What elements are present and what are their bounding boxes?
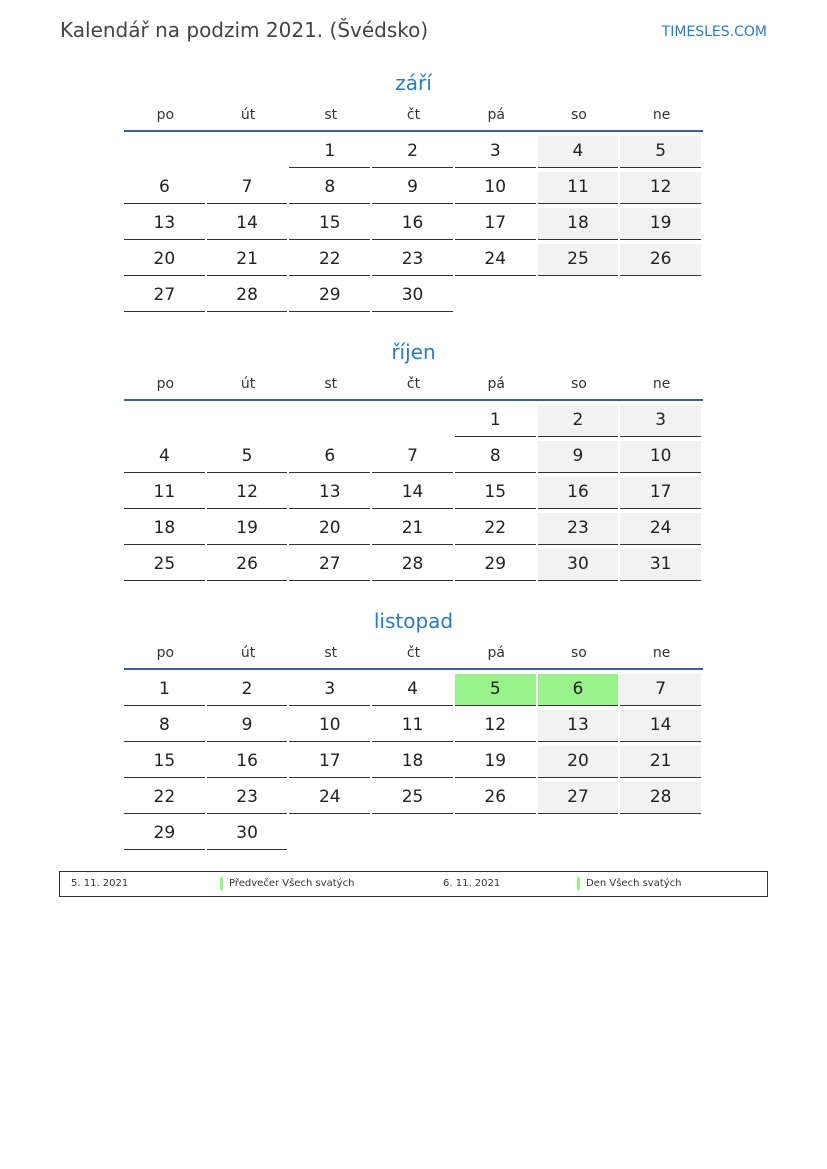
month-name: listopad <box>373 609 454 633</box>
legend-holiday-name: Den Všech svatých <box>586 878 682 889</box>
day-cell <box>455 746 538 782</box>
weekday-label: út <box>240 376 256 392</box>
day-cell <box>207 477 290 513</box>
day-cell <box>124 782 207 818</box>
day-number: 17 <box>620 477 701 509</box>
day-number: 23 <box>207 782 288 814</box>
day-number: 30 <box>538 549 619 581</box>
day-cell <box>620 208 703 244</box>
day-number: 5 <box>620 136 701 168</box>
day-number: 4 <box>538 136 619 168</box>
day-number: 22 <box>455 513 536 545</box>
day-number: 19 <box>620 208 701 240</box>
weekday-label: ne <box>652 645 671 661</box>
page-title: Kalendář na podzim 2021. (Švédsko) <box>60 18 429 42</box>
day-number: 15 <box>124 746 205 778</box>
week-row <box>124 513 703 549</box>
day-cell <box>620 477 703 513</box>
day-cell <box>124 280 207 316</box>
weekday-header <box>124 636 703 670</box>
day-cell <box>538 674 621 710</box>
day-cell <box>207 710 290 746</box>
day-number: 24 <box>455 244 536 276</box>
day-number: 19 <box>455 746 536 778</box>
empty-day-cell <box>455 280 538 316</box>
day-number: 28 <box>620 782 701 814</box>
weekday-label: st <box>324 376 338 392</box>
day-cell <box>538 441 621 477</box>
day-cell <box>289 477 372 513</box>
day-cell <box>538 244 621 280</box>
day-cell <box>620 441 703 477</box>
weekday-label: po <box>156 107 175 123</box>
month-calendar <box>124 337 703 585</box>
day-number: 4 <box>124 441 205 473</box>
day-number: 23 <box>372 244 453 276</box>
day-cell <box>289 549 372 585</box>
day-cell <box>124 674 207 710</box>
weekday-label: pá <box>487 107 505 123</box>
empty-day-cell <box>207 136 290 172</box>
day-number: 18 <box>538 208 619 240</box>
holiday-legend <box>59 871 768 897</box>
day-cell <box>620 244 703 280</box>
weekday-label: čt <box>406 645 421 661</box>
day-cell <box>538 782 621 818</box>
legend-color-marker <box>220 877 223 890</box>
day-number: 6 <box>289 441 370 473</box>
week-row <box>124 280 703 316</box>
brand-link[interactable]: TIMESLES.COM <box>661 24 767 40</box>
day-number: 2 <box>372 136 453 168</box>
weekday-label: po <box>156 376 175 392</box>
day-number: 29 <box>124 818 205 850</box>
week-row <box>124 477 703 513</box>
day-number: 24 <box>620 513 701 545</box>
day-cell <box>124 710 207 746</box>
day-cell <box>455 136 538 172</box>
day-number: 10 <box>455 172 536 204</box>
day-cell <box>620 710 703 746</box>
week-row <box>124 674 703 710</box>
weekday-label: ne <box>652 107 671 123</box>
day-cell <box>207 782 290 818</box>
day-number: 25 <box>372 782 453 814</box>
week-rows <box>124 132 703 316</box>
month-name: říjen <box>391 340 436 364</box>
weekday-label: st <box>324 107 338 123</box>
day-cell <box>124 208 207 244</box>
day-number: 7 <box>372 441 453 473</box>
empty-day-cell <box>289 818 372 854</box>
day-number: 9 <box>372 172 453 204</box>
week-row <box>124 782 703 818</box>
weekday-label: ne <box>652 376 671 392</box>
week-row <box>124 172 703 208</box>
empty-day-cell <box>289 405 372 441</box>
day-number: 21 <box>207 244 288 276</box>
day-number: 17 <box>289 746 370 778</box>
week-row <box>124 208 703 244</box>
weekday-header <box>124 98 703 132</box>
weekday-label: so <box>571 107 587 123</box>
day-number: 29 <box>289 280 370 312</box>
day-number: 11 <box>538 172 619 204</box>
day-cell <box>124 441 207 477</box>
week-row <box>124 405 703 441</box>
day-number: 9 <box>538 441 619 473</box>
week-row <box>124 818 703 854</box>
day-number: 26 <box>455 782 536 814</box>
day-cell <box>455 172 538 208</box>
day-cell <box>289 280 372 316</box>
week-row <box>124 136 703 172</box>
day-cell <box>289 172 372 208</box>
week-rows <box>124 401 703 585</box>
empty-day-cell <box>620 818 703 854</box>
day-cell <box>455 549 538 585</box>
day-number: 21 <box>620 746 701 778</box>
month-calendar <box>124 68 703 316</box>
weekday-label: čt <box>406 107 421 123</box>
day-number: 14 <box>207 208 288 240</box>
day-cell <box>372 674 455 710</box>
day-number: 30 <box>372 280 453 312</box>
day-cell <box>207 441 290 477</box>
day-number: 10 <box>289 710 370 742</box>
day-number: 23 <box>538 513 619 545</box>
day-number: 13 <box>289 477 370 509</box>
empty-day-cell <box>124 405 207 441</box>
day-cell <box>620 172 703 208</box>
day-number: 7 <box>620 674 701 706</box>
day-number: 27 <box>538 782 619 814</box>
day-number: 1 <box>455 405 536 437</box>
empty-day-cell <box>538 818 621 854</box>
day-cell <box>372 513 455 549</box>
day-number: 10 <box>620 441 701 473</box>
day-number: 27 <box>289 549 370 581</box>
day-number: 9 <box>207 710 288 742</box>
day-number: 2 <box>538 405 619 437</box>
day-cell <box>455 710 538 746</box>
weekday-label: út <box>240 107 256 123</box>
day-number: 11 <box>372 710 453 742</box>
day-cell <box>372 746 455 782</box>
day-number: 18 <box>372 746 453 778</box>
day-cell <box>455 674 538 710</box>
day-number: 18 <box>124 513 205 545</box>
day-number: 12 <box>455 710 536 742</box>
day-number: 8 <box>289 172 370 204</box>
day-number: 16 <box>372 208 453 240</box>
day-cell <box>372 441 455 477</box>
weekday-label: pá <box>487 645 505 661</box>
week-row <box>124 549 703 585</box>
empty-day-cell <box>455 818 538 854</box>
day-number: 27 <box>124 280 205 312</box>
day-cell <box>207 244 290 280</box>
day-cell <box>289 674 372 710</box>
day-cell <box>538 513 621 549</box>
day-number: 28 <box>372 549 453 581</box>
day-number: 22 <box>124 782 205 814</box>
day-number: 12 <box>207 477 288 509</box>
day-number: 13 <box>124 208 205 240</box>
day-number: 22 <box>289 244 370 276</box>
day-cell <box>207 208 290 244</box>
day-cell <box>455 513 538 549</box>
day-cell <box>207 172 290 208</box>
weekday-label: út <box>240 645 256 661</box>
day-cell <box>538 710 621 746</box>
day-cell <box>207 513 290 549</box>
empty-day-cell <box>207 405 290 441</box>
day-cell <box>124 244 207 280</box>
day-cell <box>538 172 621 208</box>
day-number: 17 <box>455 208 536 240</box>
day-cell <box>372 280 455 316</box>
day-cell <box>455 441 538 477</box>
day-number: 8 <box>455 441 536 473</box>
legend-date: 5. 11. 2021 <box>71 878 129 889</box>
day-cell <box>289 746 372 782</box>
day-cell <box>207 674 290 710</box>
day-cell <box>538 136 621 172</box>
weekday-header <box>124 367 703 401</box>
day-cell <box>620 136 703 172</box>
day-cell <box>124 513 207 549</box>
day-number: 20 <box>289 513 370 545</box>
day-number: 14 <box>620 710 701 742</box>
day-number: 21 <box>372 513 453 545</box>
day-number: 14 <box>372 477 453 509</box>
legend-date: 6. 11. 2021 <box>443 878 501 889</box>
day-number: 16 <box>207 746 288 778</box>
week-rows <box>124 670 703 854</box>
day-cell <box>455 244 538 280</box>
empty-day-cell <box>372 818 455 854</box>
weekday-label: po <box>156 645 175 661</box>
day-cell <box>538 405 621 441</box>
empty-day-cell <box>538 280 621 316</box>
day-number: 20 <box>124 244 205 276</box>
day-cell <box>207 280 290 316</box>
day-number: 4 <box>372 674 453 706</box>
month-name: září <box>395 71 432 95</box>
day-cell <box>620 549 703 585</box>
day-cell <box>620 405 703 441</box>
day-number: 25 <box>124 549 205 581</box>
day-cell <box>455 782 538 818</box>
day-cell <box>538 746 621 782</box>
day-number: 30 <box>207 818 288 850</box>
legend-holiday-name: Předvečer Všech svatých <box>229 878 355 889</box>
week-row <box>124 441 703 477</box>
day-number: 28 <box>207 280 288 312</box>
day-number: 6 <box>538 674 619 706</box>
weekday-label: st <box>324 645 338 661</box>
day-number: 7 <box>207 172 288 204</box>
day-number: 16 <box>538 477 619 509</box>
day-cell <box>124 818 207 854</box>
weekday-label: pá <box>487 376 505 392</box>
day-cell <box>620 746 703 782</box>
day-cell <box>289 208 372 244</box>
day-number: 1 <box>124 674 205 706</box>
legend-color-marker <box>577 877 580 890</box>
day-cell <box>124 549 207 585</box>
day-cell <box>124 172 207 208</box>
day-cell <box>124 746 207 782</box>
day-cell <box>372 172 455 208</box>
day-number: 25 <box>538 244 619 276</box>
day-cell <box>455 405 538 441</box>
day-cell <box>207 818 290 854</box>
weekday-label: so <box>571 376 587 392</box>
empty-day-cell <box>124 136 207 172</box>
day-cell <box>289 441 372 477</box>
day-number: 3 <box>289 674 370 706</box>
day-cell <box>289 782 372 818</box>
day-cell <box>289 244 372 280</box>
day-number: 3 <box>455 136 536 168</box>
day-number: 26 <box>207 549 288 581</box>
weekday-label: čt <box>406 376 421 392</box>
day-cell <box>372 136 455 172</box>
day-number: 19 <box>207 513 288 545</box>
day-number: 24 <box>289 782 370 814</box>
day-cell <box>372 208 455 244</box>
day-cell <box>289 136 372 172</box>
day-cell <box>207 746 290 782</box>
day-number: 12 <box>620 172 701 204</box>
day-number: 20 <box>538 746 619 778</box>
day-number: 31 <box>620 549 701 581</box>
day-number: 11 <box>124 477 205 509</box>
day-number: 6 <box>124 172 205 204</box>
day-number: 1 <box>289 136 370 168</box>
day-cell <box>289 710 372 746</box>
day-cell <box>538 549 621 585</box>
day-number: 15 <box>289 208 370 240</box>
day-number: 15 <box>455 477 536 509</box>
empty-day-cell <box>620 280 703 316</box>
day-cell <box>372 710 455 746</box>
day-number: 3 <box>620 405 701 437</box>
day-cell <box>538 208 621 244</box>
weekday-label: so <box>571 645 587 661</box>
week-row <box>124 244 703 280</box>
day-cell <box>207 549 290 585</box>
day-cell <box>620 513 703 549</box>
day-cell <box>455 477 538 513</box>
day-cell <box>620 782 703 818</box>
day-number: 13 <box>538 710 619 742</box>
day-cell <box>620 674 703 710</box>
day-cell <box>372 477 455 513</box>
day-number: 29 <box>455 549 536 581</box>
week-row <box>124 710 703 746</box>
day-cell <box>455 208 538 244</box>
empty-day-cell <box>372 405 455 441</box>
day-cell <box>289 513 372 549</box>
day-number: 5 <box>207 441 288 473</box>
day-number: 2 <box>207 674 288 706</box>
day-cell <box>372 549 455 585</box>
day-cell <box>538 477 621 513</box>
day-cell <box>124 477 207 513</box>
day-number: 8 <box>124 710 205 742</box>
day-number: 26 <box>620 244 701 276</box>
day-cell <box>372 782 455 818</box>
month-calendar <box>124 606 703 854</box>
day-cell <box>372 244 455 280</box>
day-number: 5 <box>455 674 536 706</box>
week-row <box>124 746 703 782</box>
